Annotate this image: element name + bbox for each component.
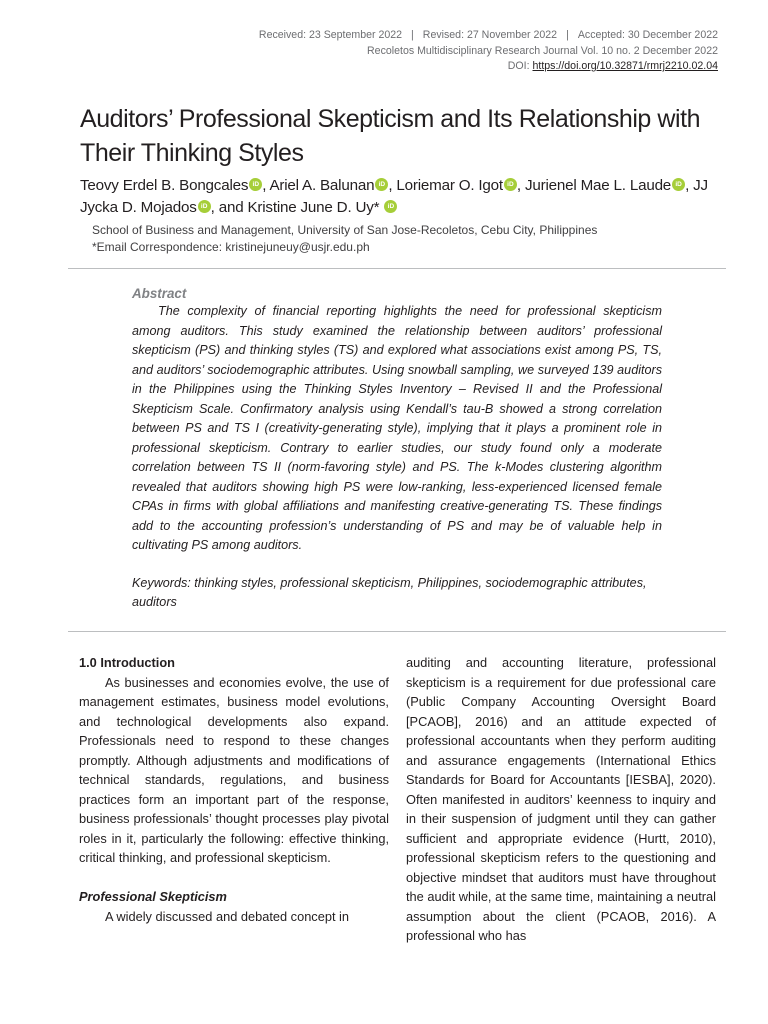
- divider: [68, 631, 726, 632]
- section-heading: 1.0 Introduction: [79, 655, 175, 670]
- author-name: Teovy Erdel B. Bongcales: [80, 177, 249, 194]
- correspondence-email: *Email Correspondence: kristinejuneuy@usjr.edu.ph: [92, 239, 370, 254]
- orcid-icon[interactable]: iD: [384, 200, 397, 213]
- doi-link[interactable]: https://doi.org/10.32871/rmrj2210.02.04: [532, 60, 718, 72]
- separator: |: [566, 29, 569, 41]
- author-separator: ,: [685, 177, 694, 194]
- affiliation-block: [92, 222, 597, 255]
- dates-line: [259, 28, 718, 44]
- affiliation: School of Business and Management, University of San Jose-Recoletos, Cebu City, Philippines: [92, 223, 598, 237]
- author-name: Ariel A. Balunan: [269, 177, 375, 194]
- doi-line: [259, 59, 718, 75]
- paragraph: As businesses and economies evolve, the use of management estimates, business model evolutions, and technological developments also expand. Professionals need to respond to these changes promptly. Although adjustments and modifications of technical standards, regulations, and business practices form an important part of the response, business professionals’ thought processes play pivotal roles in it, particularly the following: effective thinking, critical thinking, and professional skepticism.: [79, 674, 389, 865]
- orcid-icon[interactable]: iD: [249, 178, 262, 191]
- keywords: Keywords: thinking styles, professional skepticism, Philippines, sociodemographic attributes, auditors: [132, 575, 647, 609]
- received-date: Received: 23 September 2022: [258, 29, 403, 41]
- abstract-heading: Abstract: [132, 286, 187, 301]
- article-metadata: [259, 28, 718, 75]
- author-separator: ,: [388, 177, 397, 194]
- doi-label: DOI:: [507, 60, 530, 72]
- author-name: Kristine June D. Uy*: [247, 199, 380, 216]
- paper-title: Auditors’ Professional Skepticism and Its Relationship with Their Thinking Styles: [80, 105, 701, 167]
- right-column: [406, 653, 716, 946]
- author-separator: , and: [210, 199, 248, 216]
- abstract-body: The complexity of financial reporting highlights the need for professional skepticism among auditors. This study examined the relationship between auditors’ professional skepticism (PS) and thinking styles (TS) and explored what associations exist among PS, TS, and auditors’ sociodemographic attributes. Using snowball sampling, we surveyed 139 auditors in the Philippines using the Thinking Styles Inventory – Revised II and the Professional Skepticism Scale. Confirmatory analysis using Kendall’s tau-B showed a strong correlation between PS and TS I (creativity-generating style), implying that it plays a prominent role in professional skepticism. Contrary to earlier studies, our study found only a moderate correlation between TS II (norm-favoring style) and PS. The k-Modes clustering algorithm revealed that auditors showing high PS were low-ranking, less-experienced licensed female CPAs in firms with global affiliations and manifesting creative-generating TS. These findings add to the accounting profession’s understanding of PS and may be of valuable help in cultivating PS among auditors.: [132, 304, 662, 552]
- paragraph: A widely discussed and debated concept in: [105, 908, 350, 924]
- journal-name: Recoletos Multidisciplinary Research Journal Vol. 10 no. 2 December 2022: [367, 44, 718, 57]
- abstract-section: [132, 286, 662, 613]
- author-name: JJ Jycka D. Mojados: [80, 177, 708, 216]
- orcid-icon[interactable]: iD: [198, 200, 211, 213]
- author-list: [80, 175, 720, 219]
- left-column: [79, 653, 389, 926]
- author-name: Jurienel Mae L. Laude: [524, 177, 672, 194]
- paragraph: auditing and accounting literature, professional skepticism is a requirement for due professional care (Public Company Accounting Oversight Board [PCAOB], 2016) and an attitude expected of professional accountants when they perform auditing and assurance engagements (International Ethics Standards for Board for Accountants [IESBA], 2020). Often manifested in auditors’ keenness to inquiry and in their suspension of judgment until they can gather sufficient and appropriate evidence (Hurtt, 2010), professional skepticism refers to the questioning and objective mindset that auditors must have throughout the audit while, at the same time, maintaining a neutral assumption about the client (PCAOB, 2016). A professional who has: [406, 655, 716, 943]
- orcid-icon[interactable]: iD: [672, 178, 685, 191]
- author-name: Loriemar O. Igot: [396, 177, 503, 194]
- subsection-heading: Professional Skepticism: [79, 889, 227, 904]
- revised-date: Revised: 27 November 2022: [422, 29, 558, 41]
- author-separator: ,: [516, 177, 525, 194]
- accepted-date: Accepted: 30 December 2022: [577, 29, 718, 41]
- orcid-icon[interactable]: iD: [375, 178, 388, 191]
- separator: |: [411, 29, 414, 41]
- divider: [68, 268, 726, 269]
- author-separator: ,: [262, 177, 270, 194]
- orcid-icon[interactable]: iD: [504, 178, 517, 191]
